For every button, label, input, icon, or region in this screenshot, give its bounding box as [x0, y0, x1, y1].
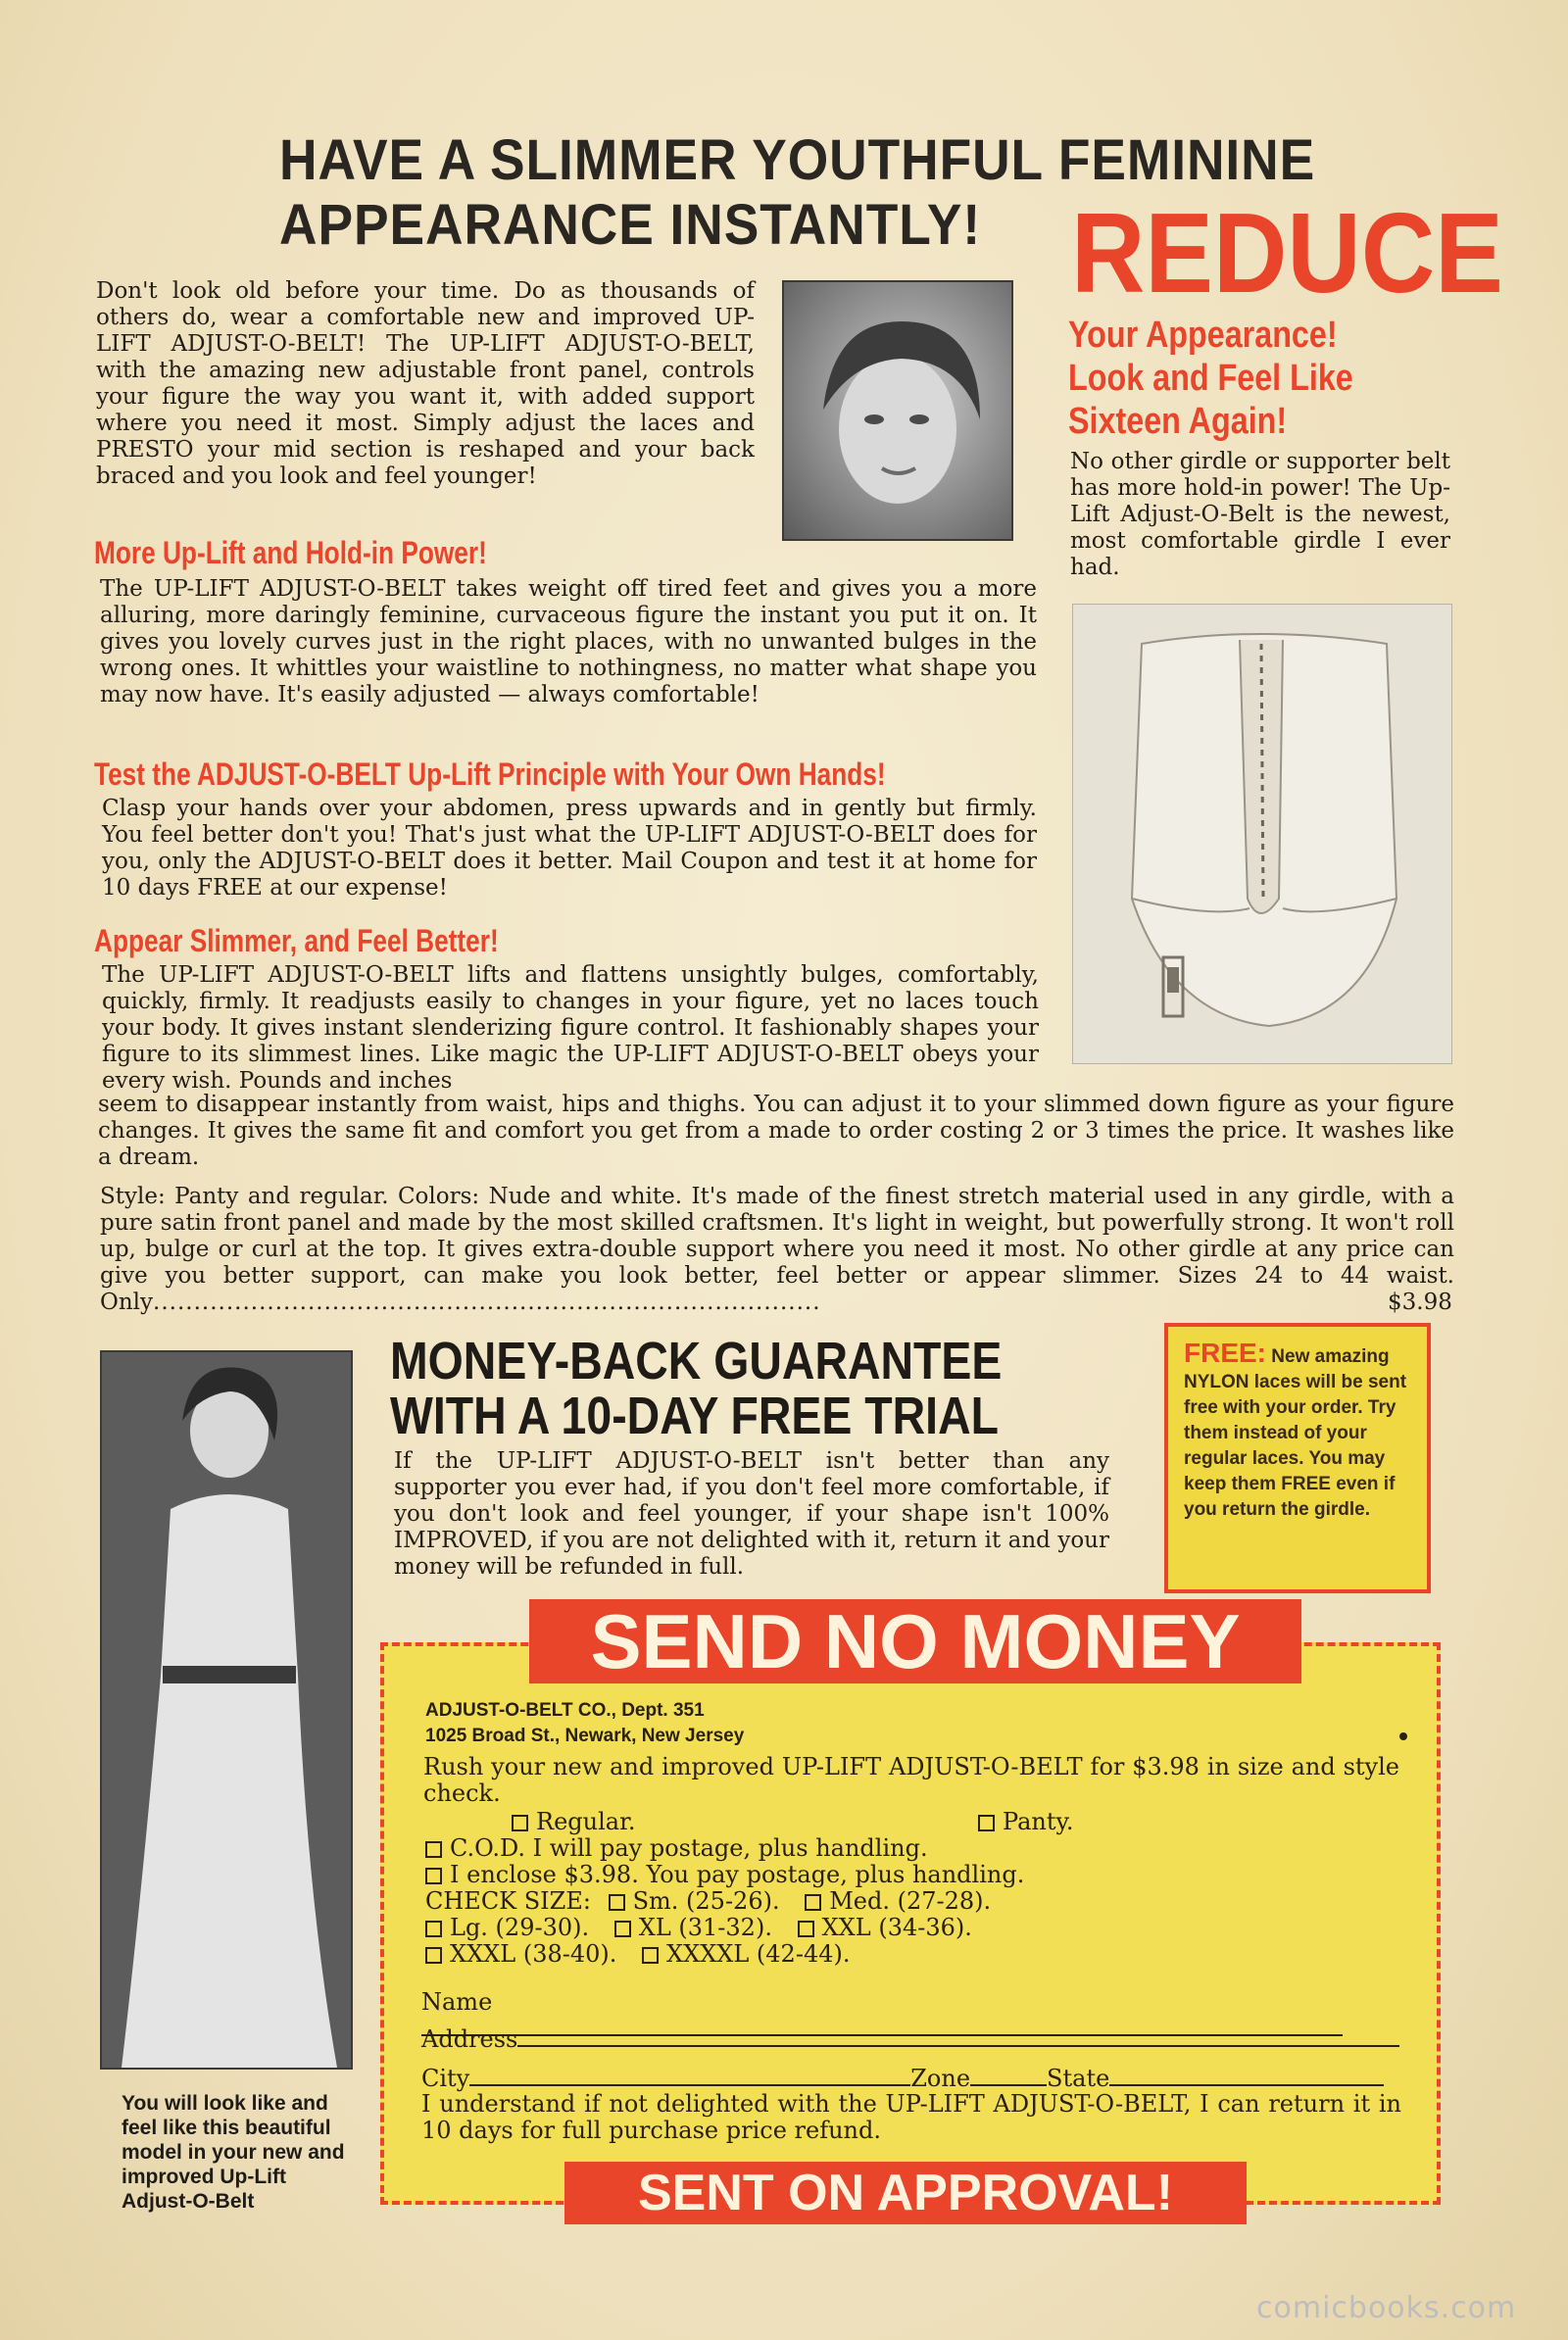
size-xxxl-checkbox[interactable]: [425, 1947, 442, 1964]
enclose-option[interactable]: [425, 1862, 1024, 1888]
size-xxl-checkbox[interactable]: [798, 1921, 814, 1937]
style-description: Style: Panty and regular. Colors: Nude and white. It's made of the finest stretch material used in any girdle, with a pure satin front panel and made by the most skilled craftsmen. It's light in weight, but powerfully strong. It won't roll up, bulge or curl at the top. It gives extra-double support where you need it most. No other girdle at any price can give you better support, can make you look better, feel better or appear slimmer. Sizes 24 to 44 waist. Only: [100, 1184, 1454, 1315]
section-heading-test: Test the ADJUST-O-BELT Up-Lift Principle with Your Own Hands!: [94, 756, 886, 792]
size-med-checkbox[interactable]: [805, 1894, 821, 1911]
enclose-label: I enclose $3.98. You pay postage, plus handling.: [450, 1861, 1025, 1888]
refund-text: I understand if not delighted with the UP-LIFT ADJUST-O-BELT, I can return it in 10 days for full purchase price refund.: [421, 2090, 1401, 2144]
size-xxl-label: XXL (34-36).: [821, 1914, 972, 1941]
size-row-3: [425, 1941, 850, 1968]
model-caption: You will look like and feel like this beautiful model in your new and improved Up-Lift Adjust-O-Belt: [122, 2092, 345, 2213]
intro-text: Don't look old before your time. Do as thousands of others do, wear a comfortable new and improved UP-LIFT ADJUST-O-BELT! The UP-LIFT ADJUST-O-BELT, with the amazing new adjustable front panel, controls your figure the way you want it, with added support where you need it most. Simply adjust the laces and PRESTO your mid section is reshaped and your back braced and you look and feel younger!: [96, 278, 755, 489]
regular-label: Regular.: [536, 1808, 636, 1835]
size-xxxxl-label: XXXXL (42-44).: [666, 1940, 851, 1968]
size-xxxxl-checkbox[interactable]: [642, 1947, 659, 1964]
city-line[interactable]: [469, 2084, 910, 2086]
address-line[interactable]: [517, 2045, 1399, 2047]
city-label: City: [421, 2065, 470, 2092]
woman-portrait-image: [782, 280, 1013, 541]
reduce-subtitle-2: Look and Feel Like: [1068, 358, 1353, 399]
panty-checkbox[interactable]: [978, 1815, 995, 1831]
size-xl-checkbox[interactable]: [614, 1921, 631, 1937]
city-zone-state-field[interactable]: [421, 2066, 1411, 2092]
section-heading-slimmer: Appear Slimmer, and Feel Better!: [94, 923, 499, 958]
reduce-subtitle-1: Your Appearance!: [1068, 315, 1338, 356]
coupon-company: ADJUST-O-BELT CO., Dept. 351: [425, 1700, 705, 1721]
check-size-label: CHECK SIZE:: [425, 1887, 591, 1915]
free-text: New amazing NYLON laces will be sent free with your order. Try them instead of your regular laces. You may keep them FREE even if you return the girdle.: [1184, 1346, 1407, 1520]
style-regular-option[interactable]: [512, 1809, 636, 1835]
coupon-instruction: Rush your new and improved UP-LIFT ADJUST-O-BELT for $3.98 in size and style check.: [423, 1753, 1399, 1807]
size-row-1: [425, 1888, 1405, 1915]
cod-option[interactable]: [425, 1835, 928, 1862]
address-label: Address: [421, 2025, 518, 2053]
cod-checkbox[interactable]: [425, 1841, 442, 1858]
free-laces-box: [1164, 1323, 1431, 1593]
coupon-address: 1025 Broad St., Newark, New Jersey: [425, 1726, 745, 1746]
headline-line-2: APPEARANCE INSTANTLY!: [279, 193, 982, 257]
reduce-subtitle-3: Sixteen Again!: [1068, 401, 1288, 442]
sent-on-approval-banner: SENT ON APPROVAL!: [564, 2162, 1247, 2224]
headline-line-1: HAVE A SLIMMER YOUTHFUL FEMININE: [279, 128, 1316, 192]
size-row-2: [425, 1915, 972, 1941]
testimonial: No other girdle or supporter belt has more hold-in power! The Up-Lift Adjust-O-Belt is the newest, most comfortable girdle I ever had.: [1070, 449, 1450, 580]
address-field[interactable]: [421, 2026, 1401, 2053]
style-text: [100, 1184, 1454, 1316]
section-text-slimmer-cont: seem to disappear instantly from waist, hips and thighs. You can adjust it to your slimmed down figure as your figure changes. It gives the same fit and comfort you get from a made to order costing 2 or 3 times the price. It washes like a dream.: [98, 1092, 1454, 1170]
cod-label: C.O.D. I will pay postage, plus handling.: [450, 1834, 928, 1862]
girdle-image: [1072, 604, 1452, 1064]
state-label: State: [1047, 2065, 1110, 2092]
watermark: comicbooks.com: [1256, 2291, 1517, 2325]
guarantee-text: If the UP-LIFT ADJUST-O-BELT isn't better than any supporter you ever had, if you don't feel more comfortable, if you don't look and feel younger, if your shape isn't 100% IMPROVED, if you are not delighted with it, return it and your money will be refunded in full.: [394, 1448, 1109, 1580]
regular-checkbox[interactable]: [512, 1815, 528, 1831]
panty-label: Panty.: [1003, 1808, 1074, 1835]
model-illustration: [102, 1352, 351, 2068]
size-sm-label: Sm. (25-26).: [632, 1887, 780, 1915]
girdle-illustration: [1073, 605, 1451, 1063]
name-label: Name: [421, 1988, 493, 2016]
free-lead: FREE:: [1184, 1338, 1266, 1368]
section-text-slimmer: The UP-LIFT ADJUST-O-BELT lifts and flattens unsightly bulges, comfortably, quickly, firmly. It readjusts easily to changes in your figure, yet no laces touch your body. It gives instant slenderizing figure control. It fashionably shapes your figure to its slimmest lines. Like magic the UP-LIFT ADJUST-O-BELT obeys your every wish. Pounds and inches: [102, 962, 1039, 1094]
size-lg-label: Lg. (29-30).: [450, 1914, 590, 1941]
price-leader: ..................................................................................: [153, 1290, 821, 1315]
send-no-money-banner: SEND NO MONEY: [529, 1599, 1301, 1683]
style-panty-option[interactable]: [978, 1809, 1073, 1835]
dot-mark: [1399, 1732, 1407, 1740]
size-sm-checkbox[interactable]: [609, 1894, 625, 1911]
enclose-checkbox[interactable]: [425, 1868, 442, 1884]
size-xl-label: XL (31-32).: [638, 1914, 772, 1941]
size-med-label: Med. (27-28).: [829, 1887, 992, 1915]
model-photo-image: [100, 1350, 353, 2070]
reduce-title: REDUCE: [1071, 189, 1503, 317]
state-line[interactable]: [1109, 2084, 1384, 2086]
guarantee-title-1: MONEY-BACK GUARANTEE: [390, 1332, 1003, 1390]
section-heading-uplift: More Up-Lift and Hold-in Power!: [94, 535, 487, 570]
section-text-uplift: The UP-LIFT ADJUST-O-BELT takes weight off tired feet and gives you a more alluring, more daringly feminine, curvaceous figure the instant you put it on. It gives you lovely curves just in the right places, with no unwanted bulges in the wrong ones. It whittles your waistline to nothingness, no matter what shape you may now have. It's easily adjusted — always comfortable!: [100, 576, 1037, 707]
portrait-illustration: [784, 282, 1011, 539]
size-xxxl-label: XXXL (38-40).: [450, 1940, 617, 1968]
price: $3.98: [1388, 1290, 1452, 1315]
section-text-test: Clasp your hands over your abdomen, press upwards and in gently but firmly. You feel better don't you! That's just what the UP-LIFT ADJUST-O-BELT does for you, only the ADJUST-O-BELT does it better. Mail Coupon and test it at home for 10 days FREE at our expense!: [102, 796, 1037, 901]
size-lg-checkbox[interactable]: [425, 1921, 442, 1937]
zone-line[interactable]: [970, 2084, 1047, 2086]
guarantee-title-2: WITH A 10-DAY FREE TRIAL: [390, 1387, 999, 1445]
zone-label: Zone: [910, 2065, 971, 2092]
